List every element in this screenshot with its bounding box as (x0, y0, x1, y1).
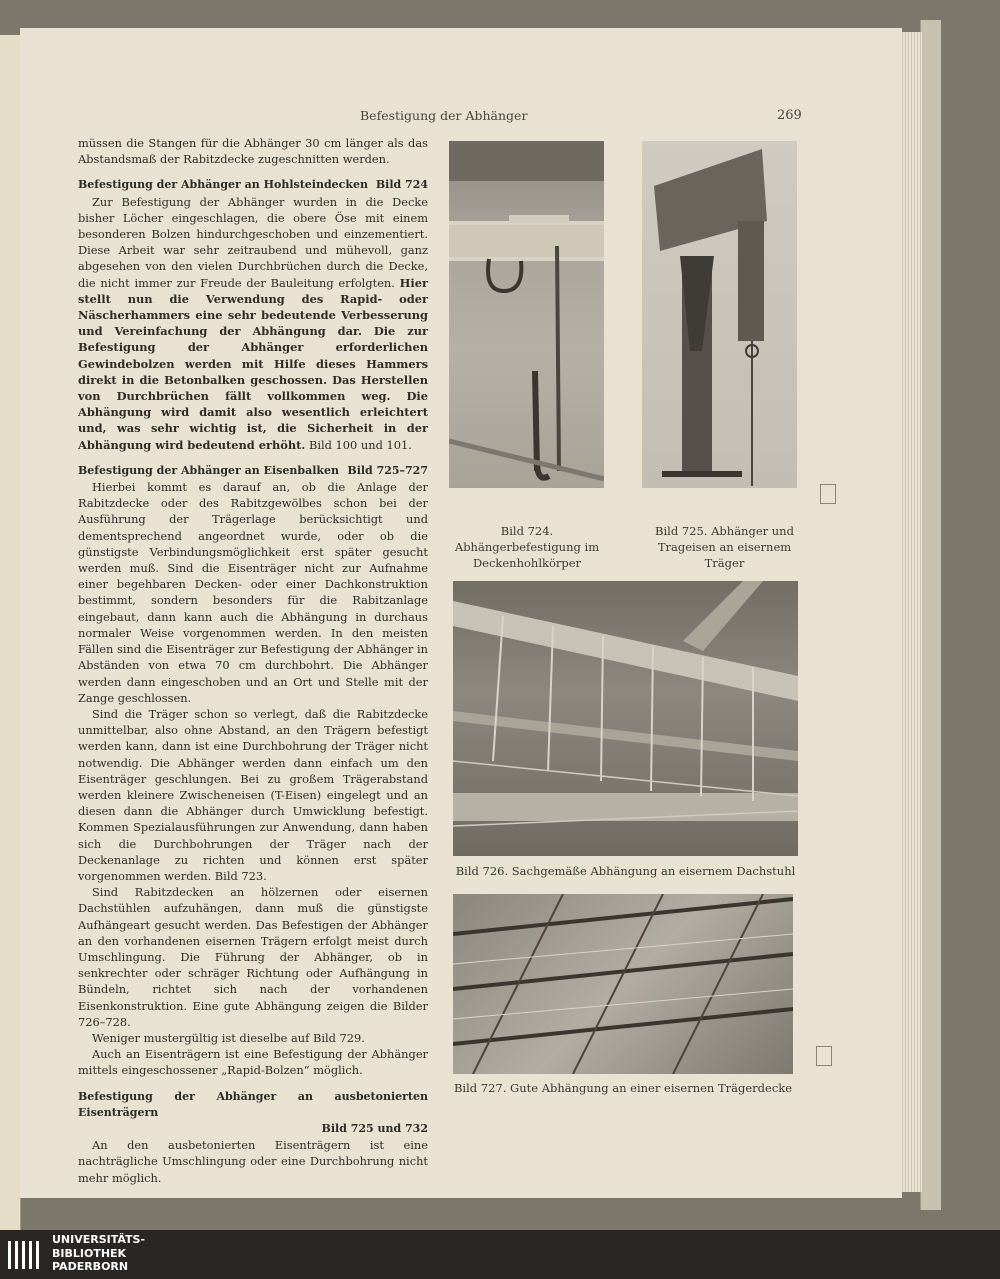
section-heading-2 (78, 463, 428, 479)
section-3-paragraph: An den ausbetonierten Eisenträgern ist eine nachträgliche Umschlingung oder eine Durchbohrung nicht mehr möglich. (78, 1138, 428, 1185)
left-page-edge (0, 35, 21, 1230)
photo-bild-727 (453, 894, 793, 1074)
section-2-ref: Bild 725–727 (347, 463, 428, 477)
library-logo-icon (6, 1237, 46, 1273)
page-stack-edge (900, 32, 922, 1192)
library-footer (0, 1230, 1000, 1279)
section-heading-3 (78, 1089, 428, 1138)
section-heading-1 (78, 177, 428, 193)
book-cover-edge (920, 20, 941, 1210)
page-marker (820, 484, 836, 504)
section-2-paragraph-5: Auch an Eisenträgern ist eine Befestigung der Abhänger mittels eingeschossener „Rapid-Bolzen“ möglich. (78, 1047, 428, 1078)
section-1-bold: Hier stellt nun die Verwendung des Rapid- oder Näscherhammers eine sehr bedeutende Verbesserung und Vereinfachung der Abhängung dar. Die zur Befestigung der Abhänger erforderlichen Gewindebolzen werden mit Hilfe dieses Hammers direkt in die Betonbalken geschossen. Das Herstellen von Durchbrüchen fällt vollkommen weg. Die Abhängung wird damit also wesentlich erleichtert und, was sehr wichtig ist, die Sicherheit in der Abhängung wird bedeutend erhöht. (78, 275, 428, 452)
page-marker (816, 1046, 832, 1066)
running-header: Befestigung der Abhänger (360, 108, 528, 123)
photo-bild-726 (453, 581, 798, 856)
intro-paragraph: müssen die Stangen für die Abhänger 30 cm länger als das Abstandsmaß der Rabitzdecke zugeschnitten werden. (78, 136, 428, 167)
photo-bild-725 (642, 141, 797, 488)
section-3-title: Befestigung der Abhänger an ausbetonierten Eisenträgern (78, 1089, 428, 1119)
section-1-paragraph (78, 194, 428, 453)
photo-bild-724 (449, 141, 604, 488)
section-2-title: Befestigung der Abhänger an Eisenbalken (78, 463, 339, 477)
library-name: UNIVERSITÄTS- BIBLIOTHEK PADERBORN (52, 1233, 146, 1273)
section-2-paragraph-2: Sind die Träger schon so verlegt, daß die Rabitzdecke unmittelbar, also ohne Abstand, an den Trägern befestigt werden kann, dann ist eine Durchbohrung der Träger nicht notwendig. Die Abhänger werden dann einfach um den Eisenträger geschlungen. Bei zu großem Trägerabstand werden kleinere Zwischeneisen (T-Eisen) eingelegt und an diesen dann die Abhänger durch Umwicklung befestigt. Kommen Spezialausführungen zur Anwendung, dann haben sich die Durchbohrungen der Träger nach der Deckenanlage zu richten und können erst später vorgenommen werden. Bild 723. (78, 706, 428, 883)
section-3-ref: Bild 725 und 732 (321, 1121, 428, 1135)
book-page (20, 28, 902, 1198)
caption-bild-726: Bild 726. Sachgemäße Abhängung an eisernem Dachstuhl (455, 864, 796, 878)
section-2-paragraph-4: Weniger mustergültig ist dieselbe auf Bild 729. (92, 1030, 365, 1045)
page-number: 269 (777, 108, 802, 123)
section-1-normal: Zur Befestigung der Abhänger wurden in die Decke bisher Löcher eingeschlagen, die obere Öse mit einem besonderen Bolzen hindurchgeschoben und einzementiert. Diese Arbeit war sehr zeitraubend und mühevoll, ganz abgesehen von den vielen Durchbrüchen durch die Decke, die nicht immer zur Freude der Bauleitung erfolgten. (78, 194, 428, 290)
caption-bild-724: Bild 724. Abhängerbefestigung im Deckenhohlkörper (454, 524, 600, 570)
section-2-paragraph-3: Sind Rabitzdecken an hölzernen oder eisernen Dachstühlen aufzuhängen, dann muß die günstigste Aufhängeart gesucht werden. Das Befestigen der Abhänger an den vorhandenen eisernen Trägern erfolgt meist durch Umschlingung. Die Führung der Abhänger, ob in senkrechter oder schräger Richtung oder Aufhängung in Bündeln, richtet sich nach der vorhandenen Eisenkonstruktion. Eine gute Abhängung zeigen die Bilder 726–728. (78, 885, 428, 1029)
section-1-end: Bild 100 und 101. (305, 437, 412, 452)
text-column (78, 135, 428, 1186)
caption-bild-727: Bild 727. Gute Abhängung an einer eisernen Trägerdecke (453, 1081, 793, 1095)
caption-bild-725: Bild 725. Abhänger und Trageisen an eisernem Träger (655, 524, 794, 570)
section-1-ref: Bild 724 (375, 178, 428, 192)
section-2-paragraph-1: Hierbei kommt es darauf an, ob die Anlage der Rabitzdecke oder des Rabitzgewölbes schon bei der Ausführung der Trägerlage berücksichtigt und dementsprechend angeordnet wurde, oder ob die günstigste Verbindungsmöglichkeit erst später gesucht werden muß. Sind die Eisenträger nicht zur Aufnahme einer begehbaren Decken- oder einer Dachkonstruktion bestimmt, sondern besonders für die Rabitzanlage eingebaut, dann kann auch die Abhängung in durchaus normaler Weise vorgenommen werden. In den meisten Fällen sind die Eisenträger zur Befestigung der Abhänger in Abständen von etwa 70 cm durchbohrt. Die Abhänger werden dann eingeschoben und an Ort und Stelle mit der Zange geschlossen. (78, 480, 428, 705)
section-1-title: Befestigung der Abhänger an Hohlsteindecken (78, 178, 368, 192)
